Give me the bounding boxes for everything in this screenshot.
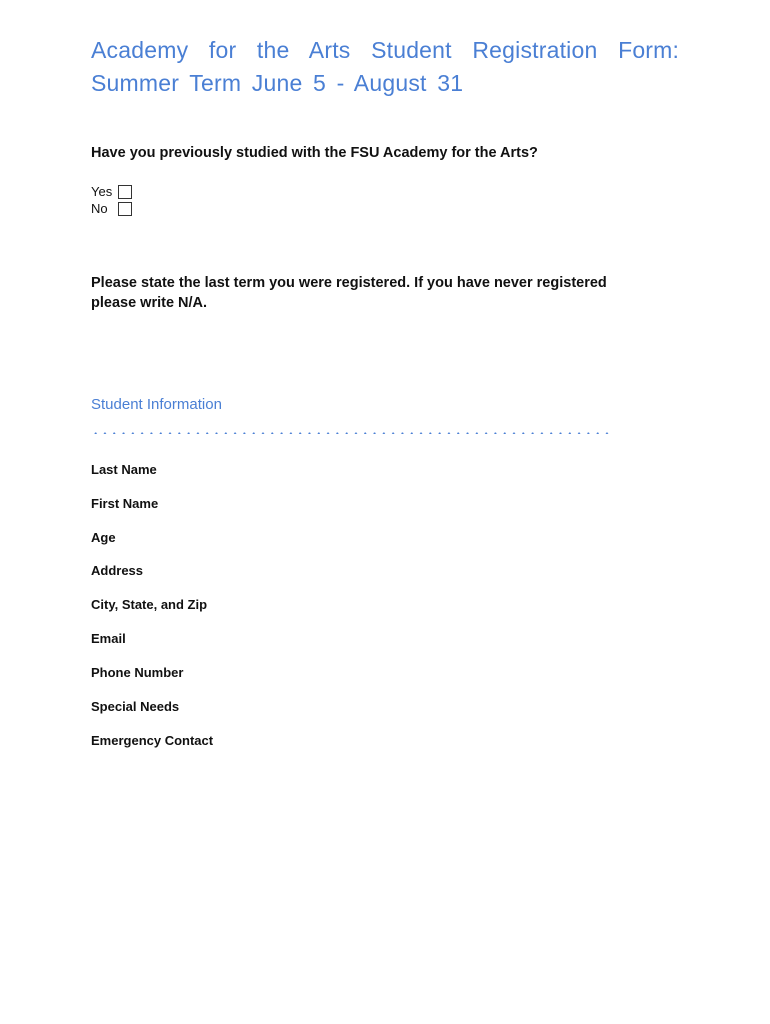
option-no-label: No <box>91 201 108 216</box>
student-information-heading: Student Information <box>91 396 222 413</box>
dotted-divider <box>91 432 611 434</box>
field-emergency-contact: Emergency Contact <box>91 733 214 748</box>
question-last-term: Please state the last term you were registered. If you have never registered please write N/A. <box>91 275 607 311</box>
field-email: Email <box>91 631 126 646</box>
no-checkbox[interactable] <box>118 202 132 216</box>
option-yes[interactable] <box>91 184 132 199</box>
field-first-name: First Name <box>91 496 159 511</box>
field-age: Age <box>91 530 116 545</box>
form-title: Academy for the Arts Student Registration Form: <box>91 37 680 63</box>
question-previous-study: Have you previously studied with the FSU Academy for the Arts? <box>91 145 538 161</box>
field-last-name: Last Name <box>91 462 157 477</box>
field-special-needs: Special Needs <box>91 699 180 714</box>
field-city-state-zip: City, State, and Zip <box>91 597 208 612</box>
form-subtitle-term: Summer Term June 5 - August 31 <box>91 70 464 96</box>
field-address: Address <box>91 563 144 578</box>
field-phone-number: Phone Number <box>91 665 184 680</box>
yes-checkbox[interactable] <box>118 185 132 199</box>
option-no[interactable] <box>91 201 132 216</box>
option-yes-label: Yes <box>91 184 113 199</box>
